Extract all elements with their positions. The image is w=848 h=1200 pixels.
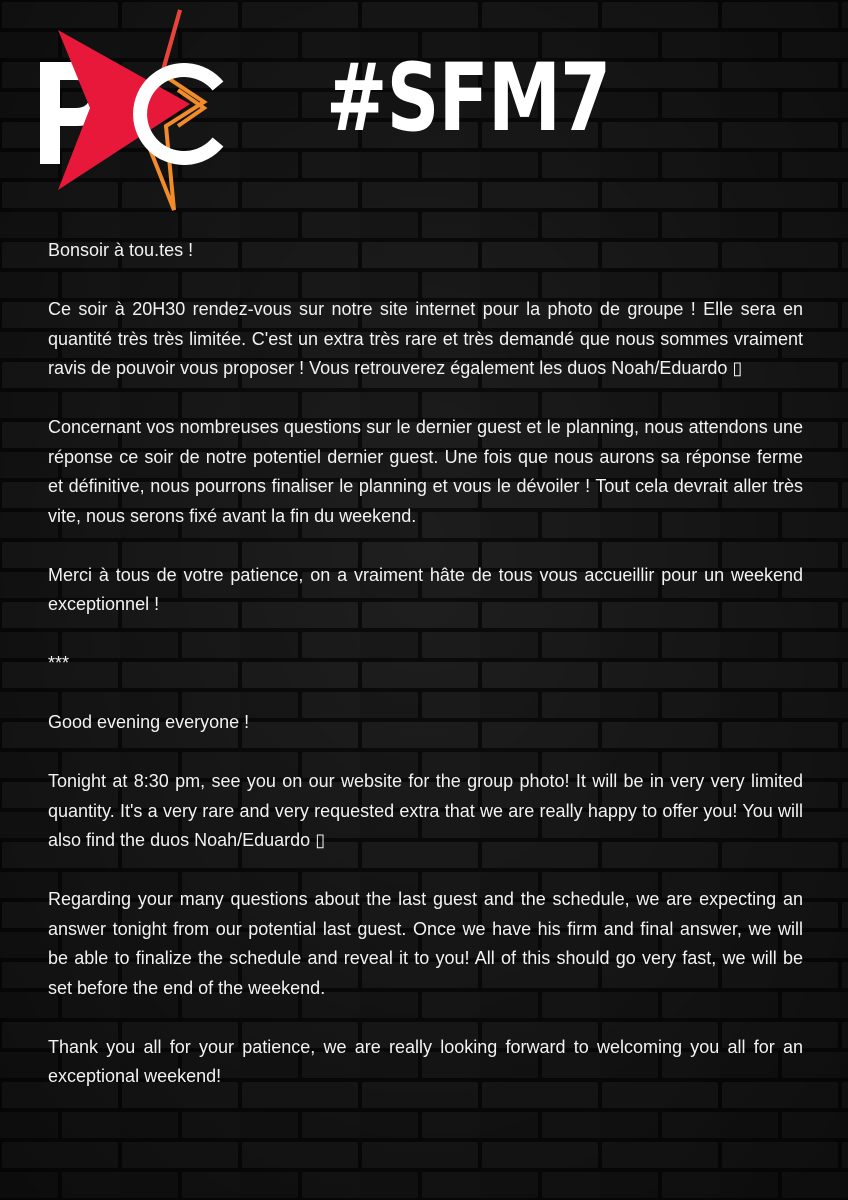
- separator: ***: [48, 653, 70, 673]
- paragraph-en-thanks: Thank you all for your patience, we are really looking forward to welcoming you all for an exceptional weekend!: [48, 1036, 803, 1086]
- announcement-body: [48, 236, 803, 1121]
- paragraph-en-guest: Regarding your many questions about the last guest and the schedule, we are expecting an answer tonight from our potential last guest. Once we have his firm and final answer, we will be able to finalize the schedule and reveal it to you! All of this should go very fast, we will be set before the end of the weekend.: [48, 889, 803, 998]
- greeting-fr: Bonsoir à tou.tes !: [48, 240, 194, 260]
- paragraph-fr-photo: Ce soir à 20H30 rendez-vous sur notre site internet pour la photo de groupe ! Elle sera en quantité très très limitée. C'est un extra très rare et très demandé que nous sommes vraiment ravis de pouvoir vous proposer ! Vous retrouverez également les duos Noah/Eduardo ▯: [48, 299, 803, 378]
- headline-title: #SFM7: [326, 44, 611, 153]
- greeting-en: Good evening everyone !: [48, 712, 250, 732]
- pc-logo: [28, 4, 228, 216]
- paragraph-en-photo: Tonight at 8:30 pm, see you on our website for the group photo! It will be in very very limited quantity. It's a very rare and very requested extra that we are really happy to offer you! You will also find the duos Noah/Eduardo ▯: [48, 771, 803, 850]
- paragraph-fr-guest: Concernant vos nombreuses questions sur le dernier guest et le planning, nous attendons une réponse ce soir de notre potentiel dernier guest. Une fois que nous aurons sa réponse ferme et définitive, nous pourrons finaliser le planning et vous le dévoiler ! Tout cela devrait aller très vite, nous serons fixé avant la fin du weekend.: [48, 417, 803, 526]
- paragraph-fr-thanks: Merci à tous de votre patience, on a vraiment hâte de tous vous accueillir pour un weekend exceptionnel !: [48, 564, 803, 614]
